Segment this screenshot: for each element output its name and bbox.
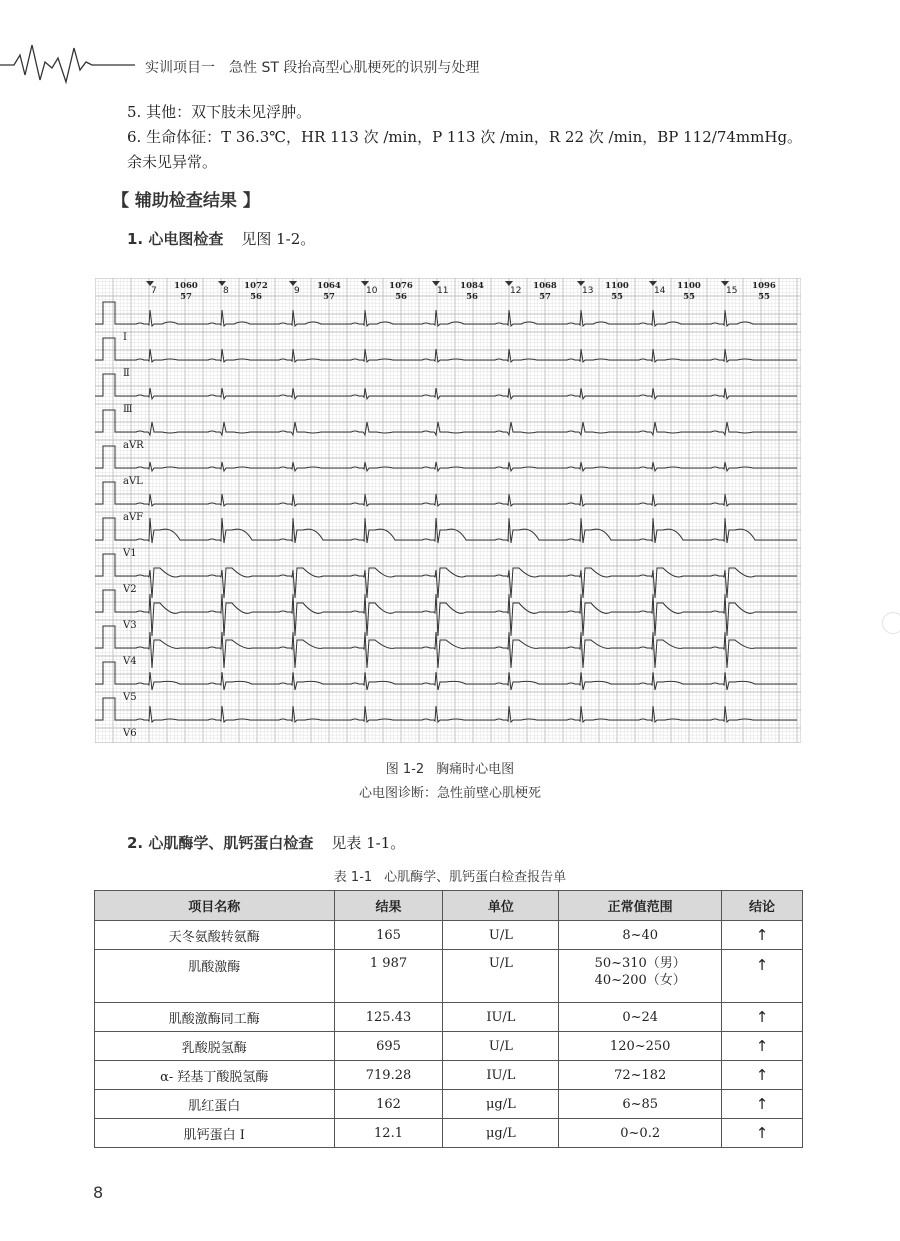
beat-number: 13 bbox=[582, 286, 594, 296]
heart-rate: 56 bbox=[250, 292, 262, 302]
header-normal-range: 正常值范围 bbox=[559, 891, 722, 921]
lead-label: Ⅱ bbox=[123, 368, 130, 379]
lead-label: V3 bbox=[123, 620, 137, 631]
heart-rate: 55 bbox=[611, 292, 623, 302]
rr-interval: 1064 bbox=[317, 281, 341, 291]
lead-label: V4 bbox=[123, 656, 137, 667]
header-result: 结果 bbox=[334, 891, 443, 921]
beat-number: 8 bbox=[223, 286, 229, 296]
item-name: 肌酸激酶同工酶 bbox=[95, 1003, 335, 1032]
enzyme-heading: 2. 心肌酶学、肌钙蛋白检查 bbox=[127, 834, 314, 852]
item-name: 肌红蛋白 bbox=[95, 1090, 335, 1119]
lead-label: aVL bbox=[123, 476, 143, 487]
table-row bbox=[95, 1061, 803, 1090]
ecg-figure bbox=[95, 278, 801, 743]
section-title: 【 辅助检查结果 】 bbox=[112, 191, 260, 211]
rr-interval: 1076 bbox=[389, 281, 413, 291]
lead-label: V2 bbox=[123, 584, 137, 595]
table-row bbox=[95, 1003, 803, 1032]
lead-label: Ⅲ bbox=[123, 404, 133, 415]
table-row bbox=[95, 1090, 803, 1119]
beat-number: 12 bbox=[510, 286, 522, 296]
table-row bbox=[95, 1032, 803, 1061]
heart-rate: 56 bbox=[466, 292, 478, 302]
rr-interval: 1100 bbox=[605, 281, 629, 291]
table-caption bbox=[0, 866, 900, 885]
enzyme-see-ref: 见表 1-1。 bbox=[331, 834, 406, 852]
item-range bbox=[559, 950, 722, 1003]
lead-label: aVF bbox=[123, 512, 144, 523]
figure-title: 胸痛时心电图 bbox=[436, 762, 515, 777]
item-unit: U/L bbox=[443, 950, 559, 1003]
running-header bbox=[0, 40, 900, 90]
table-row bbox=[95, 921, 803, 950]
figure-number: 图 1-2 bbox=[385, 762, 425, 777]
rr-interval: 1060 bbox=[174, 281, 198, 291]
item-range: 6~85 bbox=[559, 1090, 722, 1119]
item-range: 0~0.2 bbox=[559, 1119, 722, 1148]
heart-rate: 55 bbox=[758, 292, 770, 302]
item-result: 162 bbox=[334, 1090, 443, 1119]
beat-number: 10 bbox=[366, 286, 378, 296]
beat-number: 7 bbox=[151, 286, 157, 296]
up-arrow-icon: ↑ bbox=[722, 1003, 803, 1032]
lab-report-table bbox=[94, 890, 803, 1148]
up-arrow-icon: ↑ bbox=[722, 1032, 803, 1061]
item-result: 1 987 bbox=[334, 950, 443, 1003]
ecg-heading: 1. 心电图检查 bbox=[127, 230, 224, 248]
item-unit: μg/L bbox=[443, 1119, 559, 1148]
header-unit: 单位 bbox=[443, 891, 559, 921]
item-range: 8~40 bbox=[559, 921, 722, 950]
rr-interval: 1068 bbox=[533, 281, 557, 291]
heart-rate: 57 bbox=[539, 292, 551, 302]
heart-rate: 56 bbox=[395, 292, 407, 302]
item-name: 天冬氨酸转氨酶 bbox=[95, 921, 335, 950]
page-number: 8 bbox=[93, 1183, 104, 1202]
ecg-wave-logo-icon bbox=[0, 40, 140, 90]
table-row bbox=[95, 1119, 803, 1148]
enzyme-subheading bbox=[127, 832, 405, 853]
item-range-female: 40~200（女） bbox=[594, 973, 686, 988]
rr-interval: 1072 bbox=[244, 281, 268, 291]
lead-label: V5 bbox=[123, 692, 137, 703]
ecg-subheading bbox=[127, 228, 315, 249]
ecg-chart bbox=[95, 278, 801, 743]
lead-label: aVR bbox=[123, 440, 144, 451]
item-result: 719.28 bbox=[334, 1061, 443, 1090]
table-header-row bbox=[95, 891, 803, 921]
header-conclusion: 结论 bbox=[722, 891, 803, 921]
item-unit: U/L bbox=[443, 1032, 559, 1061]
ecg-see-ref: 见图 1-2。 bbox=[241, 230, 316, 248]
item-result: 125.43 bbox=[334, 1003, 443, 1032]
item-name: 肌酸激酶 bbox=[95, 950, 335, 1003]
ecg-grid bbox=[95, 278, 801, 743]
up-arrow-icon: ↑ bbox=[722, 1061, 803, 1090]
paragraph-vitals: 6. 生命体征：T 36.3℃，HR 113 次 /min，P 113 次 /min，R 22 次 /min，BP 112/74mmHg。 bbox=[127, 128, 803, 146]
beat-number: 15 bbox=[726, 286, 738, 296]
paragraph-edema: 5. 其他：双下肢未见浮肿。 bbox=[127, 103, 312, 121]
item-range-male: 50~310（男） bbox=[594, 956, 686, 971]
header-title: 实训项目一 急性 ST 段抬高型心肌梗死的识别与处理 bbox=[145, 60, 480, 76]
beat-number: 14 bbox=[654, 286, 666, 296]
item-unit: U/L bbox=[443, 921, 559, 950]
heart-rate: 57 bbox=[180, 292, 192, 302]
rr-interval: 1100 bbox=[677, 281, 701, 291]
lead-label: V1 bbox=[123, 548, 137, 559]
heart-rate: 57 bbox=[323, 292, 335, 302]
item-result: 165 bbox=[334, 921, 443, 950]
item-result: 695 bbox=[334, 1032, 443, 1061]
beat-number: 9 bbox=[294, 286, 300, 296]
up-arrow-icon: ↑ bbox=[722, 921, 803, 950]
header-item-name: 项目名称 bbox=[95, 891, 335, 921]
item-range: 72~182 bbox=[559, 1061, 722, 1090]
up-arrow-icon: ↑ bbox=[722, 1119, 803, 1148]
figure-diagnosis: 心电图诊断：急性前壁心肌梗死 bbox=[358, 786, 541, 801]
item-unit: IU/L bbox=[443, 1061, 559, 1090]
heart-rate: 55 bbox=[683, 292, 695, 302]
table-row bbox=[95, 950, 803, 1003]
item-unit: IU/L bbox=[443, 1003, 559, 1032]
table-title: 心肌酶学、肌钙蛋白检查报告单 bbox=[384, 870, 567, 885]
paragraph-other: 余未见异常。 bbox=[127, 153, 218, 171]
figure-caption bbox=[0, 758, 900, 777]
item-name: 乳酸脱氢酶 bbox=[95, 1032, 335, 1061]
up-arrow-icon: ↑ bbox=[722, 950, 803, 1003]
rr-interval: 1084 bbox=[460, 281, 484, 291]
lead-label: I bbox=[123, 332, 127, 343]
beat-number: 11 bbox=[437, 286, 449, 296]
item-range: 0~24 bbox=[559, 1003, 722, 1032]
table-number: 表 1-1 bbox=[333, 870, 373, 885]
item-range: 120~250 bbox=[559, 1032, 722, 1061]
lead-label: V6 bbox=[123, 728, 137, 739]
up-arrow-icon: ↑ bbox=[722, 1090, 803, 1119]
item-name: 肌钙蛋白 I bbox=[95, 1119, 335, 1148]
rr-interval: 1096 bbox=[752, 281, 776, 291]
item-name: α- 羟基丁酸脱氢酶 bbox=[95, 1061, 335, 1090]
watermark-seal-icon bbox=[882, 612, 900, 634]
item-result: 12.1 bbox=[334, 1119, 443, 1148]
item-unit: μg/L bbox=[443, 1090, 559, 1119]
